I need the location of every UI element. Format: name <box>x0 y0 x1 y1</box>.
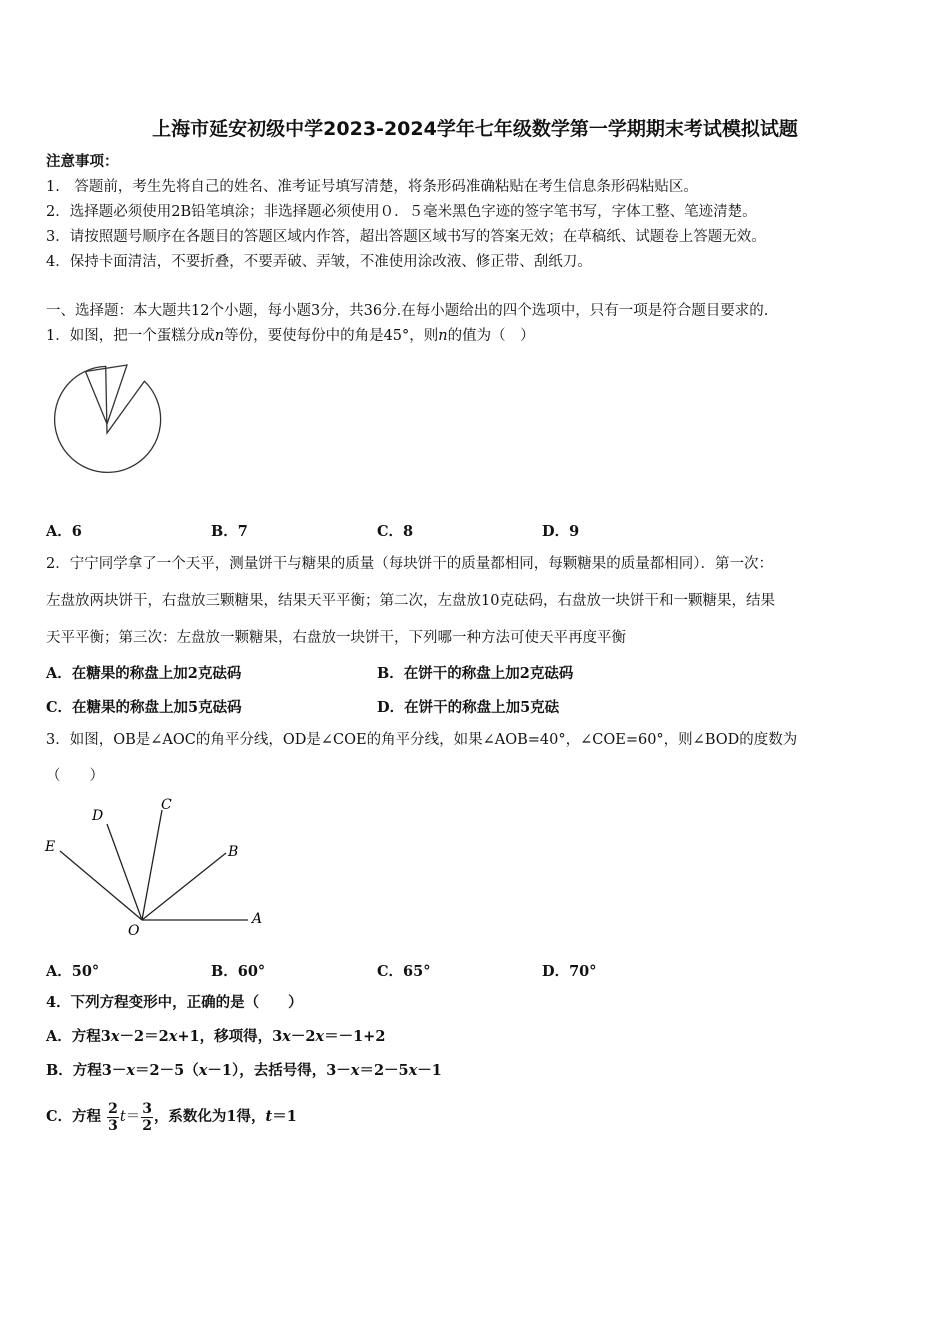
section-heading: 一、选择题：本大题共12个小题，每小题3分，共36分.在每小题给出的四个选项中，只有一项是符合题目要求的. <box>46 303 769 319</box>
question-3-stem: （ ） <box>46 768 104 784</box>
q4-option-c[interactable]: C．方程 $\frac{2}{3}$ t＝ $\frac{3}{2}$ ，系数化为1得，t＝1 <box>46 1100 297 1134</box>
angle-diagram <box>40 792 270 942</box>
notice-item: 2．选择题必须使用2B铅笔填涂；非选择题必须使用０．５毫米黑色字迹的签字笔书写，字体工整、笔迹清楚。 <box>46 204 757 220</box>
q3-option-a[interactable]: A．50° <box>46 963 100 980</box>
q2-option-d[interactable]: D．在饼干的称盘上加5克砝 <box>377 699 560 716</box>
cake-diagram <box>46 360 176 490</box>
q3-option-c[interactable]: C．65° <box>377 963 431 980</box>
question-2-stem: 天平平衡；第三次：左盘放一颗糖果，右盘放一块饼干，下列哪一种方法可使天平再度平衡 <box>46 630 626 646</box>
q3-option-b[interactable]: B．60° <box>211 963 266 980</box>
notice-item: 4．保持卡面清洁，不要折叠，不要弄破、弄皱，不准使用涂改液、修正带、刮纸刀。 <box>46 254 592 270</box>
question-2-stem: 左盘放两块饼干，右盘放三颗糖果，结果天平平衡；第二次，左盘放10克砝码，右盘放一块饼干和一颗糖果，结果 <box>46 593 775 609</box>
point-label-a: A <box>252 911 263 927</box>
q1-option-a[interactable]: A．6 <box>46 523 82 540</box>
point-label-d: D <box>92 808 104 824</box>
point-label-o: O <box>128 923 140 939</box>
notice-heading: 注意事项： <box>46 153 119 170</box>
point-label-b: B <box>228 844 239 860</box>
question-4-stem: 4．下列方程变形中，正确的是（ ） <box>46 994 303 1011</box>
notice-item: 3．请按照题号顺序在各题目的答题区域内作答，超出答题区域书写的答案无效；在草稿纸、试题卷上答题无效。 <box>46 229 766 245</box>
question-1-stem: 1．如图，把一个蛋糕分成n等份，要使每份中的角是45°，则n的值为（ ） <box>46 328 535 344</box>
q4-option-a[interactable]: A．方程3x－2＝2x+1，移项得，3x－2x＝－1+2 <box>46 1028 386 1045</box>
q1-option-b[interactable]: B．7 <box>211 523 248 540</box>
q4-option-b[interactable]: B．方程3－x＝2－5（x－1），去括号得，3－x＝2－5x－1 <box>46 1062 442 1079</box>
q2-option-a[interactable]: A．在糖果的称盘上加2克砝码 <box>46 665 242 682</box>
question-3-stem: 3．如图，OB是∠AOC的角平分线，OD是∠COE的角平分线，如果∠AOB=40°，∠COE=60°，则∠BOD的度数为 <box>46 732 798 748</box>
page-title: 上海市延安初级中学2023-2024学年七年级数学第一学期期末考试模拟试题 <box>152 118 798 140</box>
fraction: $\frac{2}{3}$ <box>108 1100 118 1134</box>
q2-option-b[interactable]: B．在饼干的称盘上加2克砝码 <box>377 665 574 682</box>
fraction: $\frac{3}{2}$ <box>142 1100 152 1134</box>
point-label-c: C <box>161 797 172 813</box>
q1-option-c[interactable]: C．8 <box>377 523 414 540</box>
q3-option-d[interactable]: D．70° <box>542 963 597 980</box>
notice-item: 1. 答题前，考生先将自己的姓名、准考证号填写清楚，将条形码准确粘贴在考生信息条形码粘贴区。 <box>46 179 698 195</box>
point-label-e: E <box>45 839 56 855</box>
q1-option-d[interactable]: D．9 <box>542 523 580 540</box>
question-2-stem: 2．宁宁同学拿了一个天平，测量饼干与糖果的质量（每块饼干的质量都相同，每颗糖果的质量都相同）．第一次： <box>46 556 773 572</box>
q2-option-c[interactable]: C．在糖果的称盘上加5克砝码 <box>46 699 242 716</box>
